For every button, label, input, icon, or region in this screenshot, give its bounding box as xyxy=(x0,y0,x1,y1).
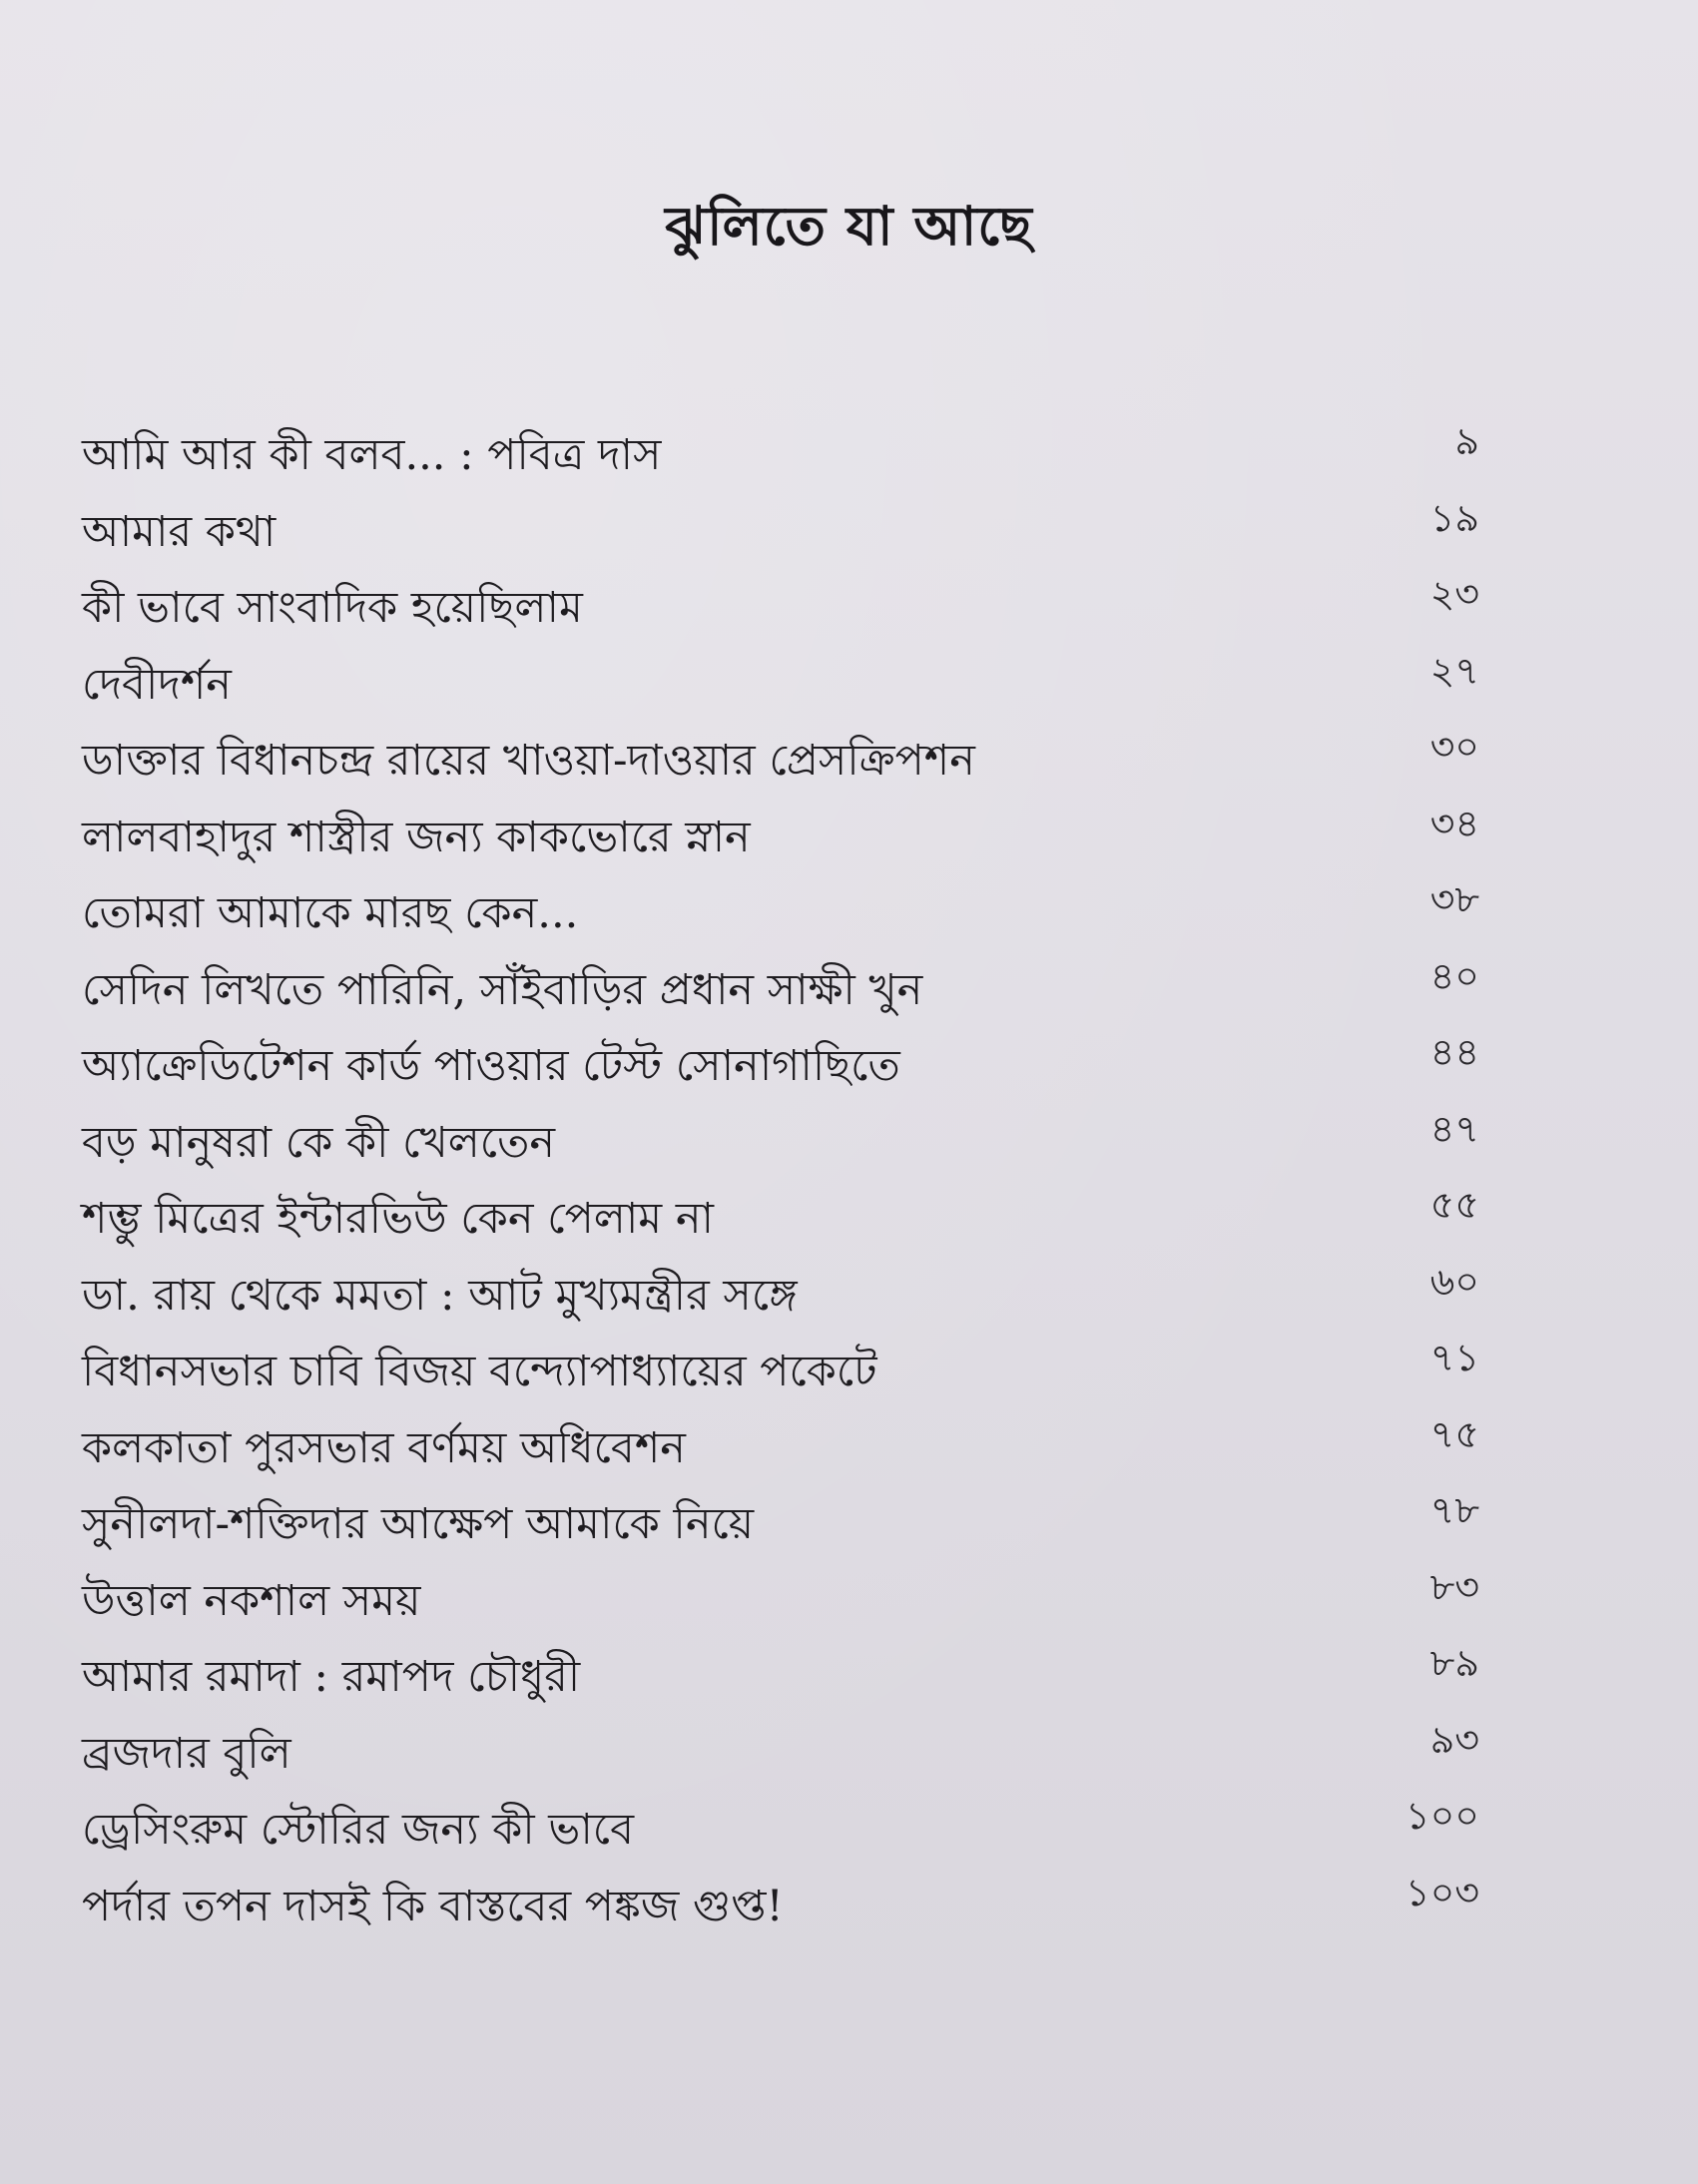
toc-entry-title: উত্তাল নকশাল সময় xyxy=(82,1575,421,1626)
table-of-contents xyxy=(82,417,1479,1944)
toc-entry-title: সুনীলদা-শক্তিদার আক্ষেপ আমাকে নিয়ে xyxy=(82,1499,755,1549)
toc-entry xyxy=(82,494,1479,571)
toc-entry-title: কলকাতা পুরসভার বর্ণময় অধিবেশন xyxy=(82,1422,686,1473)
toc-entry-page: ১০৩ xyxy=(1405,1870,1479,1914)
toc-entry-page: ৪০ xyxy=(1429,953,1479,998)
toc-entry xyxy=(82,1181,1479,1258)
toc-entry xyxy=(82,1334,1479,1410)
toc-entry xyxy=(82,417,1479,494)
toc-entry-page: ৯ xyxy=(1454,419,1479,463)
toc-entry-title: বিধানসভার চাবি বিজয় বন্দ্যোপাধ্যায়ের পকেটে xyxy=(82,1347,877,1396)
toc-entry-title: আমার কথা xyxy=(82,506,277,557)
toc-entry-page: ৩০ xyxy=(1429,725,1479,769)
toc-entry xyxy=(82,1486,1479,1563)
toc-entry-title: তোমরা আমাকে মারছ কেন... xyxy=(82,888,579,938)
toc-entry xyxy=(82,1716,1479,1793)
toc-entry xyxy=(82,952,1479,1029)
toc-entry xyxy=(82,1105,1479,1182)
toc-entry xyxy=(82,1410,1479,1487)
toc-entry-title: আমার রমাদা : রমাপদ চৌধুরী xyxy=(82,1652,581,1702)
toc-entry-page: ৫৫ xyxy=(1429,1183,1479,1227)
toc-entry-page: ৪৭ xyxy=(1429,1106,1479,1151)
toc-entry xyxy=(82,647,1479,724)
toc-entry-title: বড় মানুষরা কে কী খেলতেন xyxy=(82,1117,555,1168)
toc-entry-title: সেদিন লিখতে পারিনি, সাঁইবাড়ির প্রধান সাক্ষী খুন xyxy=(82,964,923,1015)
toc-entry-title: কী ভাবে সাংবাদিক হয়েছিলাম xyxy=(82,583,583,633)
toc-entry-page: ৬০ xyxy=(1429,1259,1479,1304)
toc-entry-title: ব্রজদার বুলি xyxy=(82,1728,291,1779)
toc-entry-page: ৭৫ xyxy=(1429,1411,1479,1456)
toc-entry xyxy=(82,800,1479,876)
toc-entry xyxy=(82,1258,1479,1335)
toc-entry-page: ২৭ xyxy=(1429,648,1479,693)
toc-entry-page: ৭৮ xyxy=(1429,1488,1479,1532)
toc-entry xyxy=(82,1639,1479,1716)
toc-entry xyxy=(82,723,1479,800)
toc-entry-page: ১৯ xyxy=(1429,495,1479,540)
toc-entry-page: ৩৮ xyxy=(1429,877,1479,921)
toc-entry xyxy=(82,1563,1479,1640)
toc-entry-page: ৭১ xyxy=(1429,1336,1479,1379)
toc-entry-page: ৮৯ xyxy=(1429,1641,1479,1685)
toc-entry-title: ড্রেসিংরুম স্টোরির জন্য কী ভাবে xyxy=(82,1805,635,1855)
toc-entry-page: ৯৩ xyxy=(1429,1717,1479,1762)
toc-entry-title: পর্দার তপন দাসই কি বাস্তবের পঙ্কজ গুপ্ত! xyxy=(82,1881,784,1931)
toc-entry-page: ৮৩ xyxy=(1429,1564,1479,1609)
toc-entry-title: শম্ভু মিত্রের ইন্টারভিউ কেন পেলাম না xyxy=(82,1194,714,1244)
toc-entry xyxy=(82,1869,1479,1945)
toc-entry-page: ৪৪ xyxy=(1429,1030,1479,1074)
toc-entry-title: আমি আর কী বলব... : পবিত্র দাস xyxy=(82,430,662,480)
toc-entry-title: ডা. রায় থেকে মমতা : আট মুখ্যমন্ত্রীর সঙ্গে xyxy=(82,1270,798,1321)
toc-entry-page: ৩৪ xyxy=(1429,801,1479,845)
toc-entry xyxy=(82,1792,1479,1869)
toc-entry-title: দেবীদর্শন xyxy=(82,659,232,710)
toc-entry xyxy=(82,875,1479,952)
page-title: ঝুলিতে যা আছে xyxy=(665,194,1033,258)
toc-entry-title: অ্যাক্রেডিটেশন কার্ড পাওয়ার টেস্ট সোনাগাছিতে xyxy=(82,1041,900,1091)
toc-entry xyxy=(82,1028,1479,1105)
toc-entry xyxy=(82,570,1479,647)
toc-entry-page: ১০০ xyxy=(1405,1794,1479,1838)
toc-entry-title: লালবাহাদুর শাস্ত্রীর জন্য কাকভোরে স্নান xyxy=(82,812,751,862)
toc-entry-page: ২৩ xyxy=(1429,572,1479,616)
toc-entry-title: ডাক্তার বিধানচন্দ্র রায়ের খাওয়া-দাওয়ার প্রেসক্রিপশন xyxy=(82,736,975,786)
